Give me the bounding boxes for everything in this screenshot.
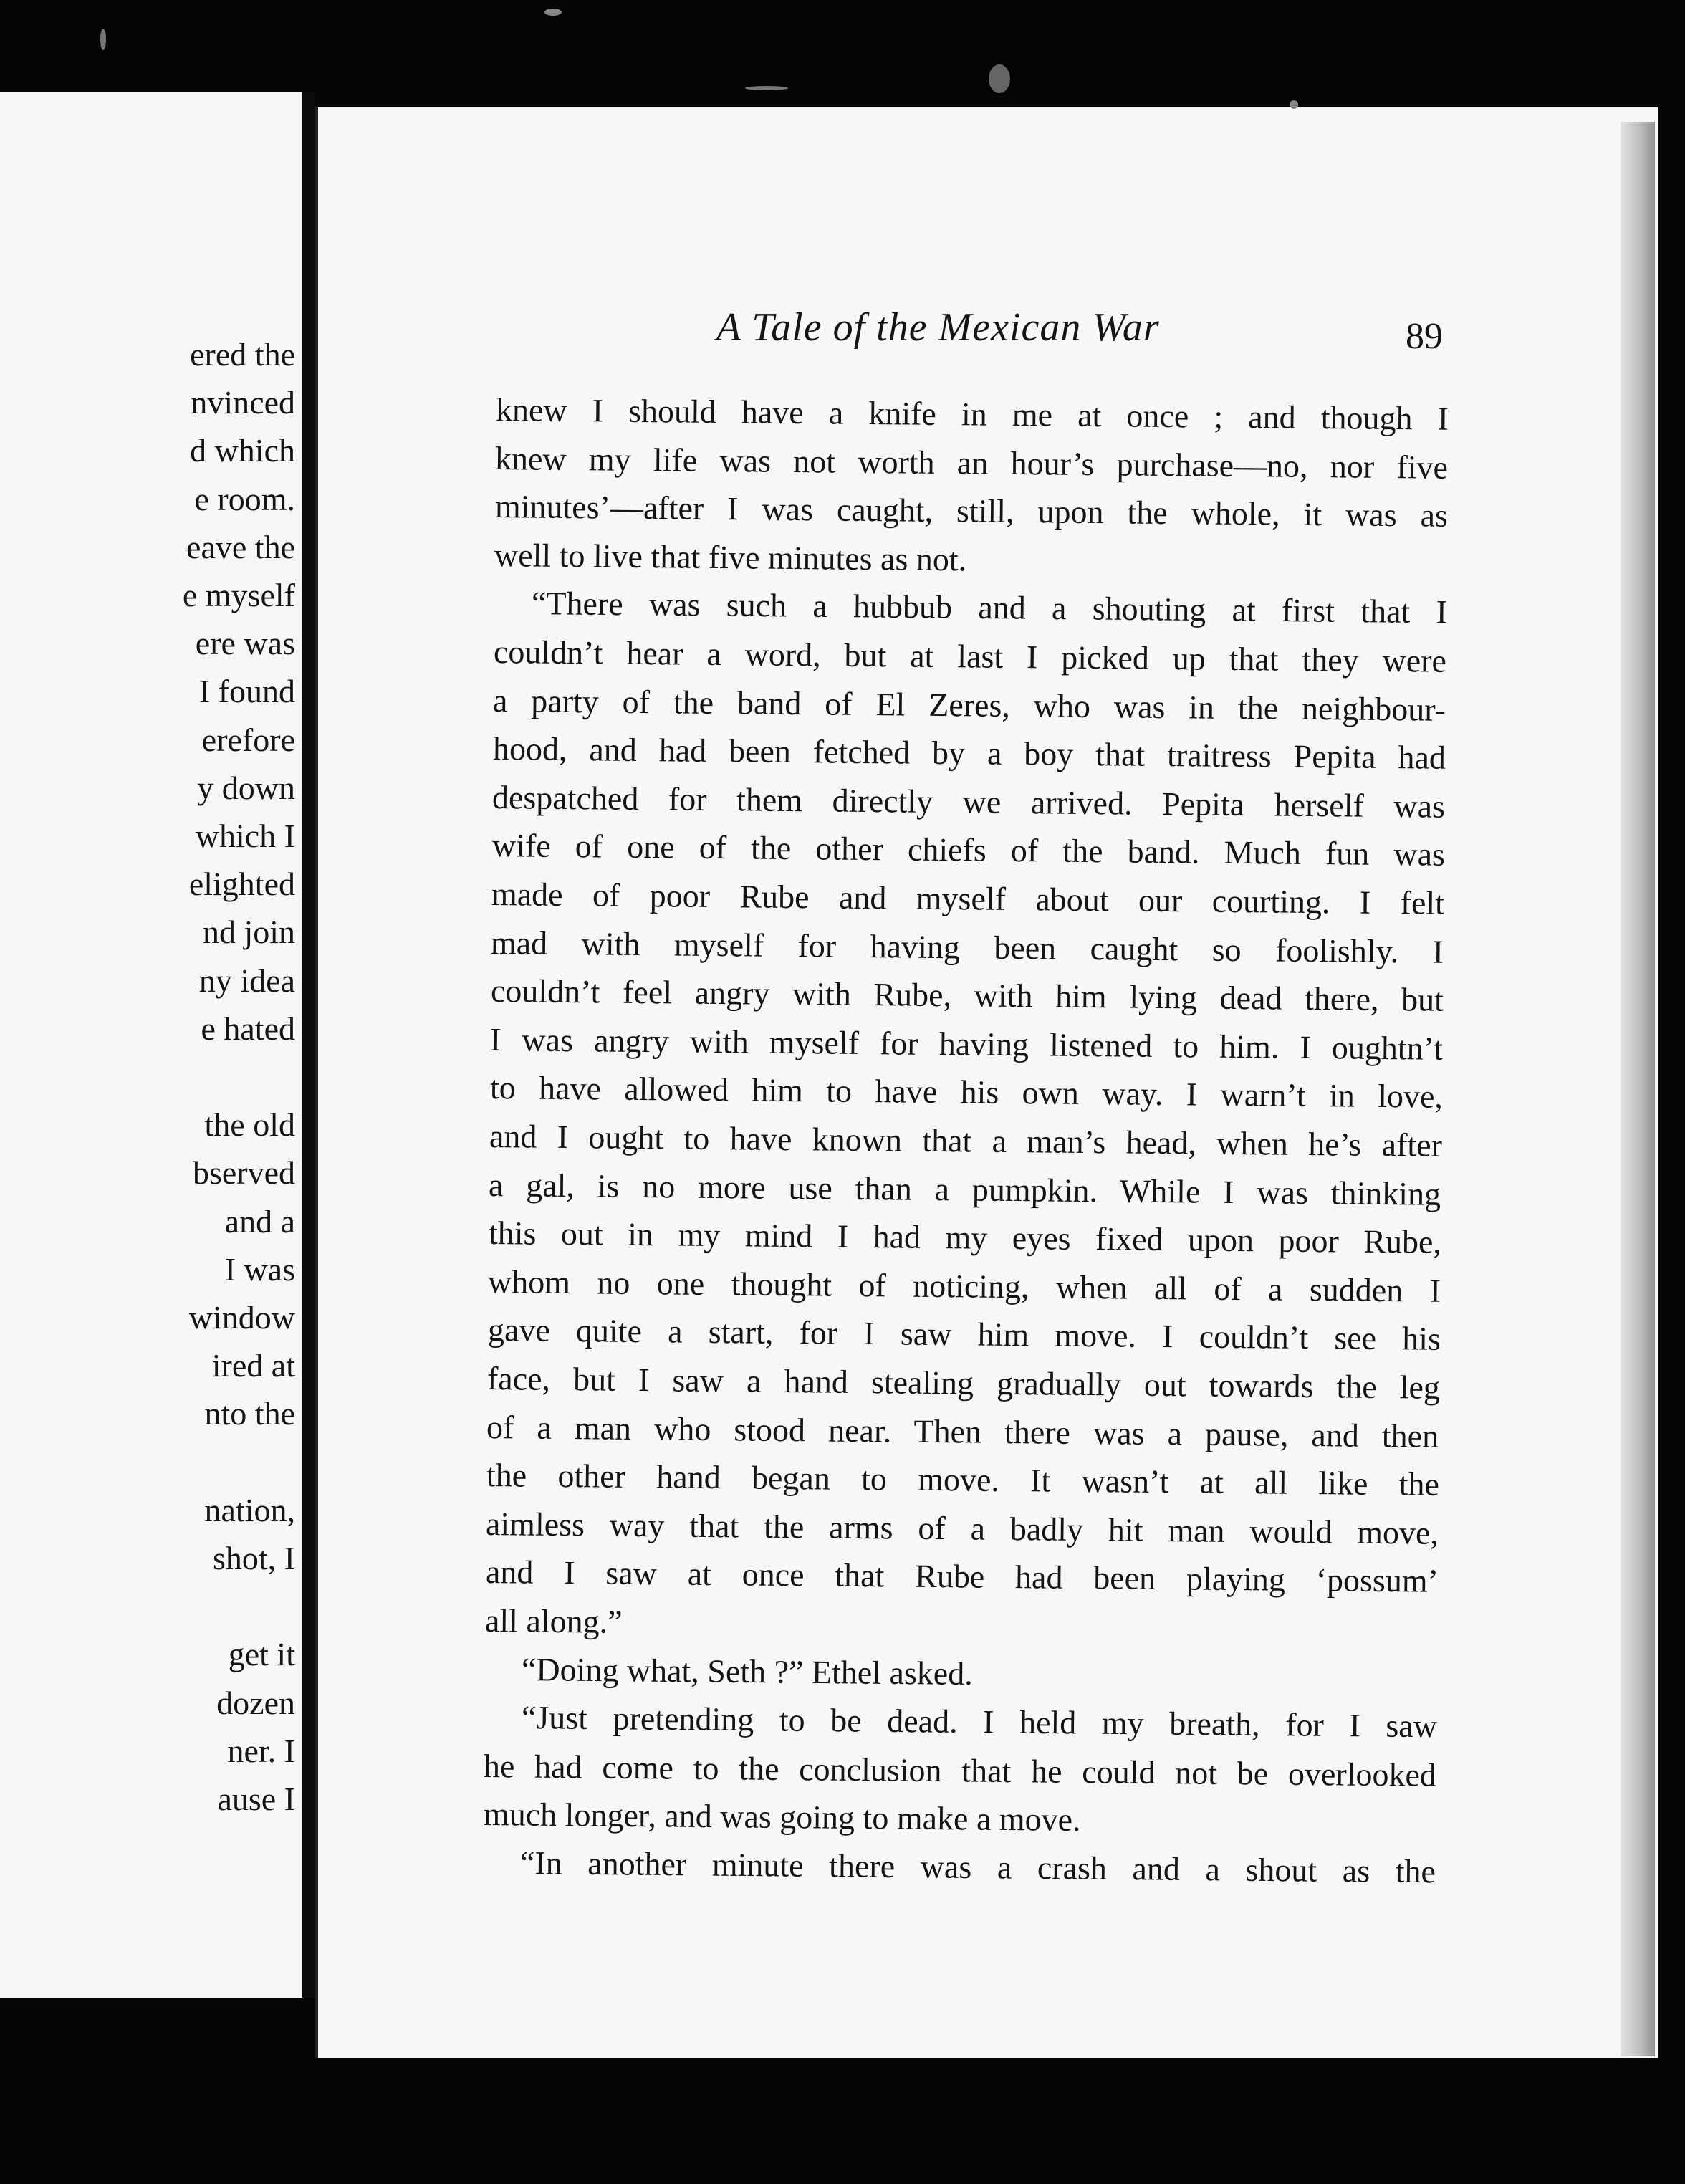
left-page-line: erefore (201, 721, 295, 758)
page-edge (1621, 122, 1655, 2056)
left-page-line: ner. I (227, 1732, 295, 1769)
left-page-line: ered the (190, 336, 295, 373)
left-page-line: which I (195, 818, 295, 854)
body-line: of a man who stood near. Then there was a pause, and then (486, 1408, 1439, 1455)
left-page-line: ny idea (198, 962, 295, 999)
left-page-line: dozen (216, 1684, 295, 1721)
body-line: couldn’t hear a word, but at last I picked up that they were (493, 633, 1447, 679)
left-page-line: get it (228, 1636, 295, 1673)
book-gutter (302, 92, 315, 1998)
body-line: whom no one thought of noticing, when all of a sudden I (487, 1263, 1441, 1309)
body-line: to have allowed him to have his own way. I warn’t in love, (489, 1069, 1443, 1116)
body-line: “In another minute there was a crash and a shout as the (519, 1844, 1436, 1890)
scan-speck (745, 86, 788, 90)
left-page-line: nto the (204, 1395, 295, 1432)
left-page-line: and a (224, 1202, 295, 1240)
body-line: despatched for them directly we arrived. Pepita herself was (491, 778, 1446, 825)
left-page-line: I found (198, 673, 295, 710)
left-page-line: I was (224, 1250, 295, 1288)
page-number: 89 (1406, 316, 1443, 357)
left-page-line: bserved (192, 1154, 295, 1192)
left-page-line: nation, (204, 1491, 295, 1528)
body-line: knew I should have a knife in me at once ; and though I (495, 391, 1449, 437)
body-line: all along.” (484, 1602, 623, 1640)
left-page-line: elighted (188, 866, 295, 903)
body-line: “Doing what, Seth ?” Ethel asked. (522, 1650, 974, 1692)
body-line: much longer, and was going to make a move. (483, 1796, 1081, 1839)
body-line: a party of the band of El Zeres, who was in the neighbour- (493, 681, 1446, 728)
running-header: A Tale of the Mexican War (716, 305, 1160, 350)
body-line: I was angry with myself for having listened to him. I oughtn’t (489, 1020, 1444, 1067)
scan-speck (1290, 100, 1298, 109)
left-page-line: shot, I (213, 1540, 295, 1576)
body-line: a gal, is no more use than a pumpkin. While I was thinking (489, 1166, 1441, 1212)
body-line: and I saw at once that Rube had been playing ‘possum’ (485, 1553, 1439, 1600)
left-page-line: e hated (201, 1010, 295, 1047)
left-page-line: d which (190, 432, 295, 469)
left-page-line: ired at (211, 1347, 295, 1384)
body-line: he had come to the conclusion that he could not be overlooked (483, 1747, 1437, 1793)
left-page-line: e myself (182, 577, 295, 613)
body-line: face, but I saw a hand stealing gradually out towards the leg (486, 1360, 1441, 1406)
body-line: and I ought to have known that a man’s head, when he’s after (489, 1118, 1443, 1164)
body-line: well to live that five minutes as not. (494, 536, 967, 578)
body-line: made of poor Rube and myself about our courting. I felt (491, 876, 1445, 921)
body-line: this out in my mind I had my eyes fixed upon poor Rube, (488, 1215, 1441, 1260)
body-line: knew my life was not worth an hour’s purchase—no, nor five (495, 439, 1449, 486)
body-line: couldn’t feel angry with Rube, with him lying dead there, but (490, 972, 1444, 1018)
body-line: “Just pretending to be dead. I held my breath, for I saw (521, 1699, 1437, 1745)
scan-speck (544, 9, 562, 16)
body-line: gave quite a start, for I saw him move. I couldn’t see his (487, 1311, 1441, 1358)
left-page-line: e room. (194, 480, 295, 517)
body-line: the other hand began to move. It wasn’t at all like the (486, 1457, 1439, 1503)
left-page-line: ere was (195, 625, 295, 662)
left-page-line: nd join (202, 914, 295, 951)
scan-speck (989, 64, 1010, 93)
scan-speck (100, 29, 106, 50)
body-line: “There was such a hubbub and a shouting at first that I (531, 585, 1447, 631)
body-line: mad with myself for having been caught so foolishly. I (491, 924, 1444, 970)
left-page-line: window (188, 1299, 295, 1336)
body-line: aimless way that the arms of a badly hit man would move, (485, 1505, 1439, 1551)
body-line: wife of one of the other chiefs of the band. Much fun was (491, 827, 1445, 873)
body-line: hood, and had been fetched by a boy that traitress Pepita had (492, 730, 1446, 776)
left-page (0, 92, 307, 1998)
body-line: minutes’—after I was caught, still, upon the whole, it was as (494, 488, 1448, 534)
left-page-line: eave the (186, 528, 295, 565)
left-page-line: y down (197, 769, 295, 806)
left-page-line: the old (204, 1106, 295, 1144)
left-page-line: nvinced (191, 384, 295, 421)
left-page-line: ause I (217, 1781, 295, 1817)
